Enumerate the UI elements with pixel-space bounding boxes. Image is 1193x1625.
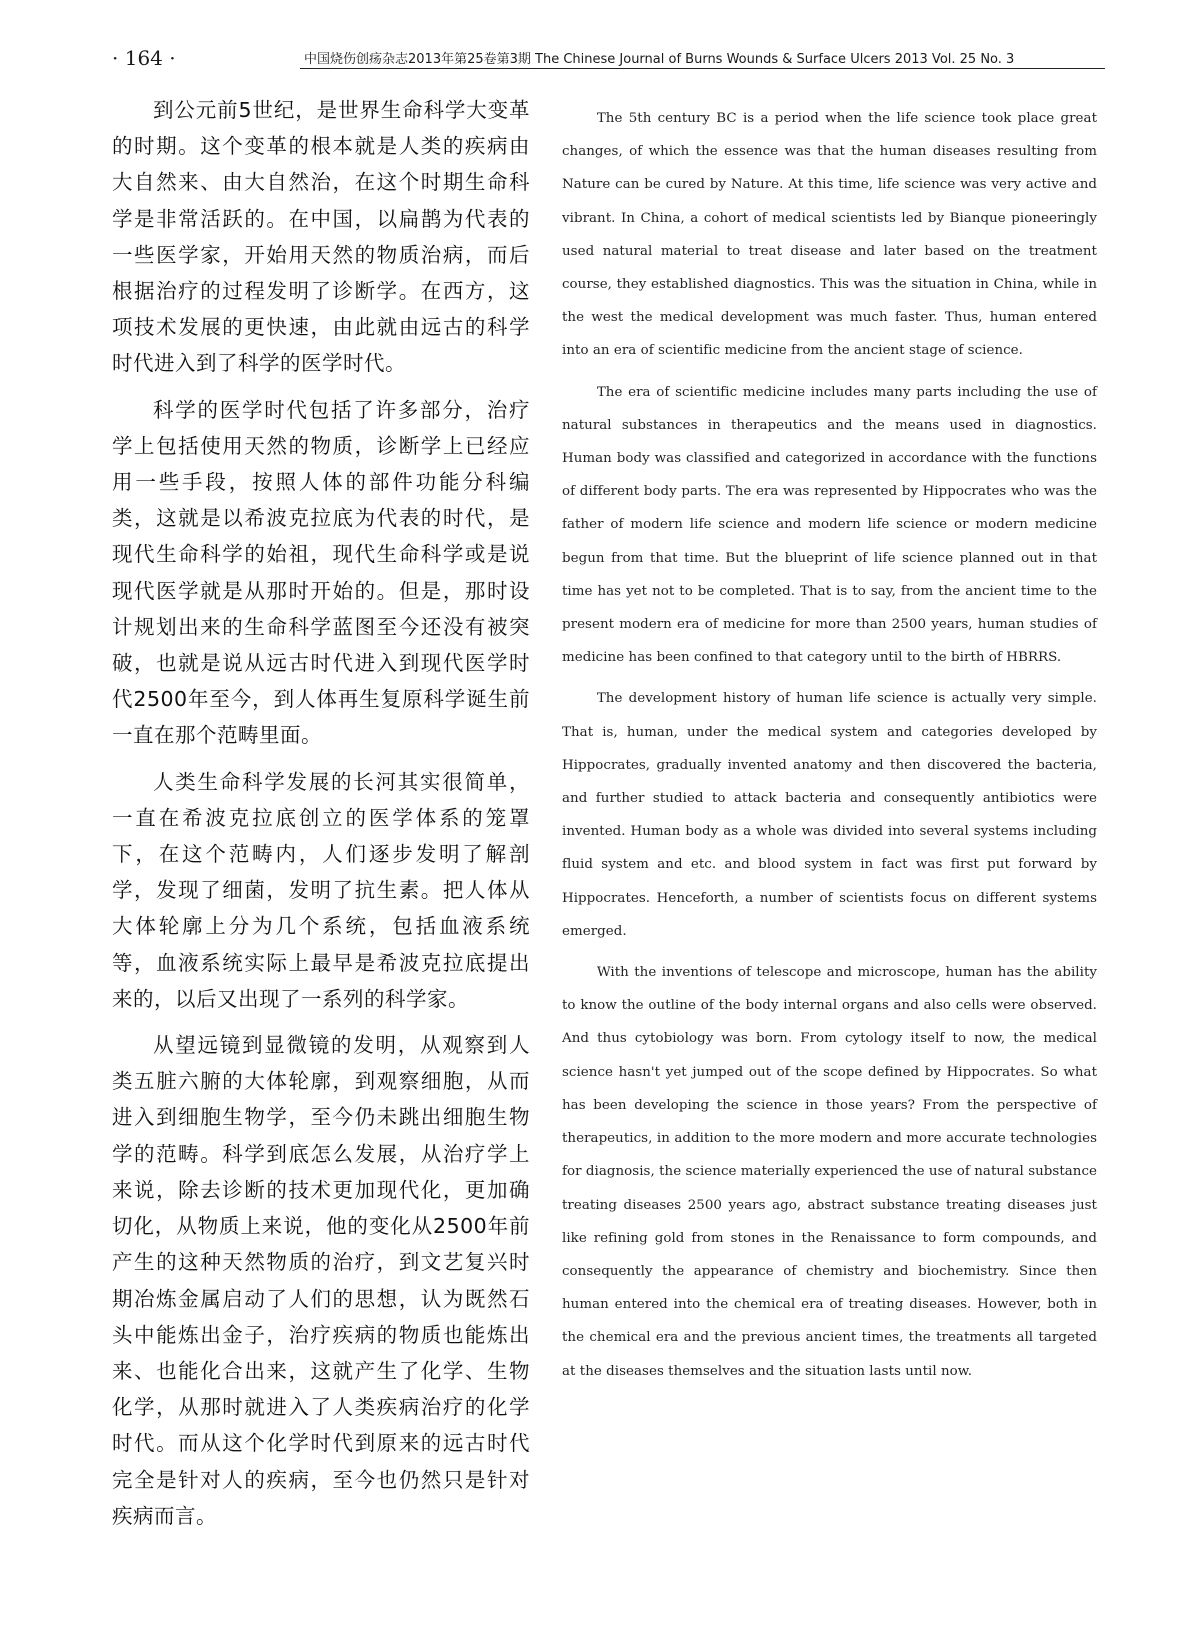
page-number: · 164 ·: [112, 46, 176, 70]
english-paragraph-3: The development history of human life science is actually very simple. That is, human, under the medical system and categories developed by Hippocrates, gradually invented anatomy and then discovered the bacteria, and further studied to attack bacteria and consequently antibiotics were invented. Human body as a whole was divided into several systems including fluid system and etc. and blood system in fact was first put forward by Hippocrates. Henceforth, a number of scientists focus on different systems emerged.: [562, 691, 1097, 939]
chinese-paragraph-2: 科学的医学时代包括了许多部分，治疗学上包括使用天然的物质，诊断学上已经应用一些手段，按照人体的部件功能分科编类，这就是以希波克拉底为代表的时代，是现代生命科学的始祖，现代生命科学或是说现代医学就是从那时开始的。但是，那时设计规划出来的生命科学蓝图至今还没有被突破，也就是说从远古时代进入到现代医学时代2500年至今，到人体再生复原科学诞生前一直在那个范畴里面。: [112, 397, 530, 748]
header-rule: [300, 68, 1105, 69]
english-paragraph-1: The 5th century BC is a period when the life science took place great changes, of which the essence was that the human diseases resulting from Nature can be cured by Nature. At this time, life science was very active and vibrant. In China, a cohort of medical scientists led by Bianque pioneeringly used natural material to treat disease and later based on the treatment course, they established diagnostics. This was the situation in China, while in the west the medical development was much faster. Thus, human entered into an era of scientific medicine from the ancient stage of science.: [562, 111, 1097, 359]
running-header: 中国烧伤创疡杂志2013年第25卷第3期 The Chinese Journal of Burns Wounds & Surface Ulcers 2013 Vol. 25 No. 3: [304, 52, 1015, 67]
chinese-paragraph-3: 人类生命科学发展的长河其实很简单，一直在希波克拉底创立的医学体系的笼罩下，在这个范畴内，人们逐步发明了解剖学，发现了细菌，发明了抗生素。把人体从大体轮廓上分为几个系统，包括血液系统等，血液系统实际上最早是希波克拉底提出来的，以后又出现了一系列的科学家。: [112, 769, 530, 1011]
english-paragraph-2: The era of scientific medicine includes many parts including the use of natural substances in therapeutics and the means used in diagnostics. Human body was classified and categorized in accordance with the functions of different body parts. The era was represented by Hippocrates who was the father of modern life science and modern life science or modern medicine begun from that time. But the blueprint of life science planned out in that time has yet not to be completed. That is to say, from the ancient time to the present modern era of medicine for more than 2500 years, human studies of medicine has been confined to that category until to the birth of HBRRS.: [562, 384, 1097, 666]
english-column: [562, 102, 1097, 1396]
chinese-paragraph-1: 到公元前5世纪，是世界生命科学大变革的时期。这个变革的根本就是人类的疾病由大自然来、由大自然治，在这个时期生命科学是非常活跃的。在中国，以扁鹊为代表的一些医学家，开始用天然的物质治病，而后根据治疗的过程发明了诊断学。在西方，这项技术发展的更快速，由此就由远古的科学时代进入到了科学的医学时代。: [112, 98, 530, 376]
chinese-paragraph-4: 从望远镜到显微镜的发明，从观察到人类五脏六腑的大体轮廓，到观察细胞，从而进入到细胞生物学，至今仍未跳出细胞生物学的范畴。科学到底怎么发展，从治疗学上来说，除去诊断的技术更加现代化，更加确切化，从物质上来说，他的变化从2500年前产生的这种天然物质的治疗，到文艺复兴时期冶炼金属启动了人们的思想，认为既然石头中能炼出金子，治疗疾病的物质也能炼出来、也能化合出来，这就产生了化学、生物化学，从那时就进入了人类疾病治疗的化学时代。而从这个化学时代到原来的远古时代完全是针对人的疾病，至今也仍然只是针对疾病而言。: [112, 1033, 530, 1528]
english-paragraph-4: With the inventions of telescope and microscope, human has the ability to know the outline of the body internal organs and also cells were observed. And thus cytobiology was born. From cytology itself to now, the medical science hasn't yet jumped out of the scope defined by Hippocrates. So what has been developing the science in those years? From the perspective of therapeutics, in addition to the more modern and more accurate technologies for diagnosis, the science materially experienced the use of natural substance treating diseases 2500 years ago, abstract substance treating diseases just like refining gold from stones in the Renaissance to form compounds, and consequently the appearance of chemistry and biochemistry. Since then human entered into the chemical era of treating diseases. However, both in the chemical era and the previous ancient times, the treatments all targeted at the diseases themselves and the situation lasts until now.: [562, 965, 1097, 1379]
chinese-column: [112, 92, 530, 1544]
